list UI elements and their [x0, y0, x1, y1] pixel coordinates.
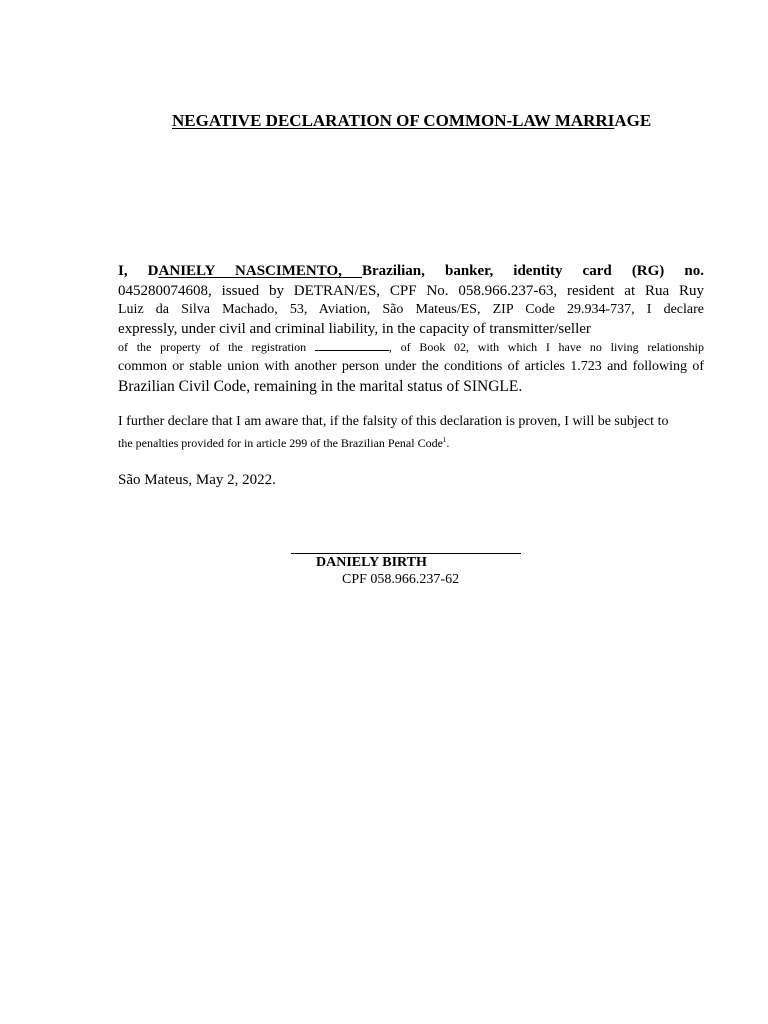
place-and-date: São Mateus, May 2, 2022. [118, 472, 276, 488]
document-title-tail: AGE [614, 111, 652, 130]
property-registration-text: of the property of the registration [118, 340, 315, 354]
document-title-underlined: NEGATIVE DECLARATION OF COMMON-LAW MARRI [172, 111, 615, 130]
declarant-prefix: I, D [118, 263, 159, 279]
registration-blank [315, 340, 389, 351]
signatory-cpf: CPF 058.966.237-62 [342, 572, 460, 587]
awareness-line-1: I further declare that I am aware that, if the falsity of this declaration is proven, I will be subject to [118, 414, 669, 429]
declaration-line-6: common or stable union with another person under the conditions of articles 1.723 and following of [118, 359, 704, 374]
declaration-line-4: expressly, under civil and criminal liability, in the capacity of transmitter/seller [118, 321, 591, 337]
declarant-name: ANIELY NASCIMENTO, [158, 263, 362, 279]
declarant-details: Brazilian, banker, identity card (RG) no. [361, 263, 704, 279]
signatory-name: DANIELY BIRTH [316, 555, 427, 570]
declaration-line-3: Luiz da Silva Machado, 53, Aviation, São Mateus/ES, ZIP Code 29.934-737, I declare [118, 302, 704, 317]
penalties-end: . [446, 436, 450, 450]
declaration-line-1 [118, 261, 704, 281]
penalties-text: the penalties provided for in article 299 of the Brazilian Penal Code [118, 436, 443, 450]
declaration-line-7: Brazilian Civil Code, remaining in the marital status of SINGLE. [118, 378, 523, 395]
awareness-line-2 [118, 435, 449, 451]
document-title [172, 110, 651, 132]
declaration-line-5 [118, 339, 704, 355]
footnote-mark: 1 [442, 436, 447, 444]
book-text: , of Book 02, with which I have no living relationship [388, 340, 704, 354]
declaration-line-2: 045280074608, issued by DETRAN/ES, CPF No. 058.966.237-63, resident at Rua Ruy [118, 283, 704, 299]
